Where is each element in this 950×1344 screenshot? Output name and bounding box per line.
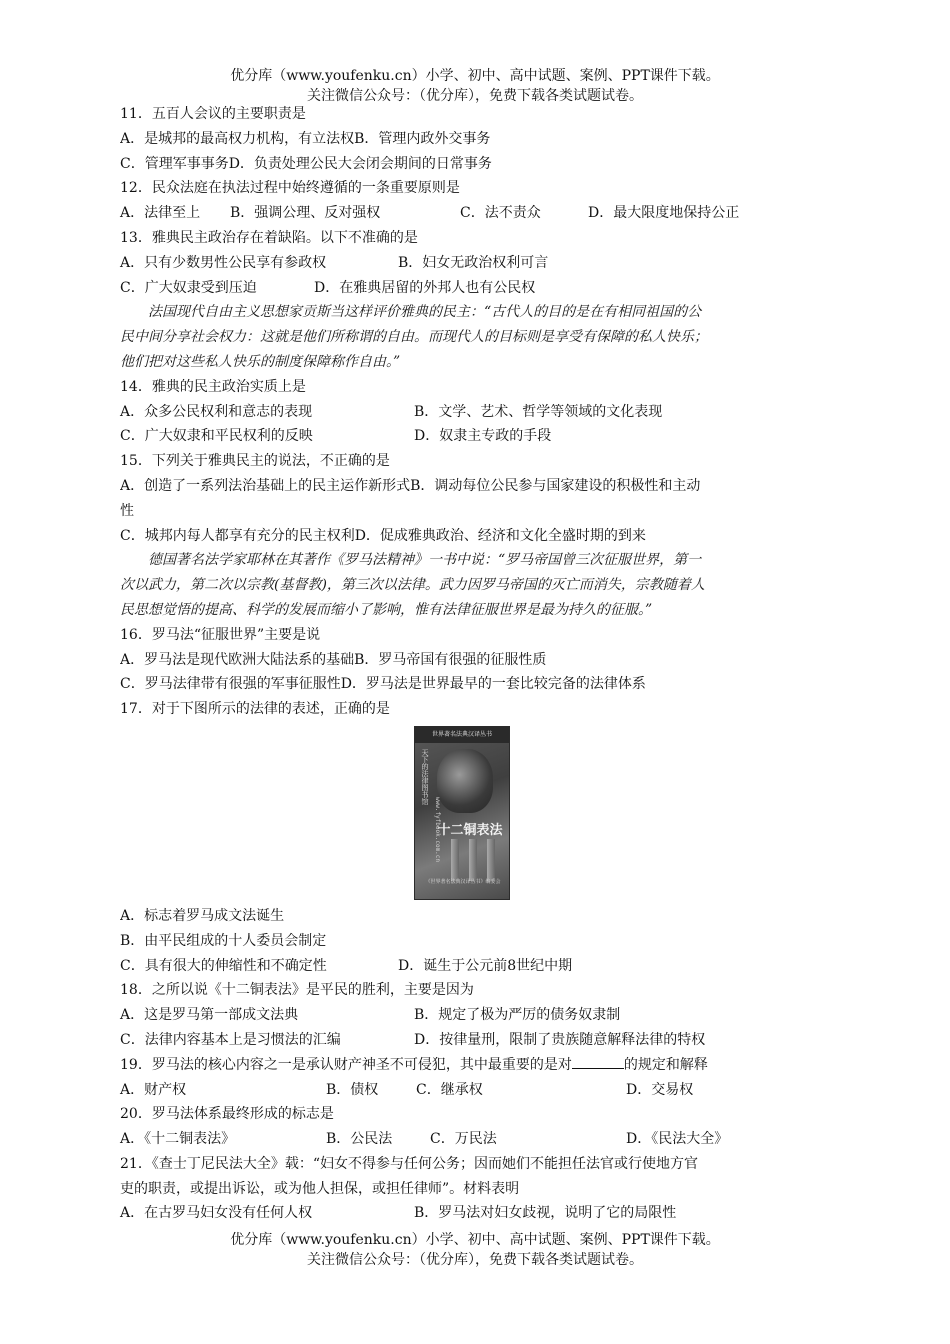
quote-jhering-line-3: 民思想觉悟的提高、科学的发展而缩小了影响，惟有法律征服世界是最为持久的征服。” bbox=[120, 601, 653, 618]
q17-stem: 17．对于下图所示的法律的表述，正确的是 bbox=[120, 701, 390, 718]
q19-stem-pre: 19．罗马法的核心内容之一是承认财产神圣不可侵犯，其中最重要的是对 bbox=[120, 1056, 572, 1073]
q18-option-a: A．这是罗马第一部成文法典 bbox=[120, 1007, 299, 1024]
q16-options-line-2: C．罗马法律带有很强的军事征服性D．罗马法是世界最早的一套比较完备的法律体系 bbox=[120, 676, 646, 693]
twelve-tables-book-cover bbox=[414, 726, 510, 900]
q17-option-c: C．具有很大的伸缩性和不确定性 bbox=[120, 957, 327, 974]
q11-options-line-1: A．是城邦的最高权力机构，有立法权B．管理内政外交事务 bbox=[120, 130, 491, 147]
quote-constant-line-2: 民中间分享社会权力：这就是他们所称谓的自由。而现代人的目标则是享受有保障的私人快乐； bbox=[120, 329, 708, 346]
q18-stem: 18．之所以说《十二铜表法》是平民的胜利，主要是因为 bbox=[120, 982, 474, 999]
q12-option-d: D．最大限度地保持公正 bbox=[588, 205, 740, 222]
q13-options-row-2 bbox=[120, 276, 832, 301]
q16-options-line-1: A．罗马法是现代欧洲大陆法系的基础B．罗马帝国有很强的征服性质 bbox=[120, 651, 547, 668]
q15-options-line-1-cont: 性 bbox=[120, 502, 134, 519]
quote-jhering-line-1: 德国著名法学家耶林在其著作《罗马法精神》一书中说：“罗马帝国曾三次征服世界，第一 bbox=[148, 552, 702, 569]
quote-jhering bbox=[120, 548, 832, 622]
q20-options bbox=[120, 1127, 832, 1152]
cover-side-text: 天下的法律图书馆 bbox=[421, 748, 429, 805]
q12-options bbox=[120, 201, 832, 226]
cover-portrait bbox=[437, 749, 493, 813]
footer-line-1: 优分库（www.youfenku.cn）小学、初中、高中试题、案例、PPT课件下载。 bbox=[230, 1232, 720, 1248]
q12-option-c: C．法不责众 bbox=[460, 205, 541, 222]
cover-series-title: 世界著名法典汉译丛书 bbox=[415, 727, 509, 743]
q14-options-row-2 bbox=[120, 424, 832, 449]
q13-options-row-1 bbox=[120, 251, 832, 276]
q12-stem: 12．民众法庭在执法过程中始终遵循的一条重要原则是 bbox=[120, 180, 460, 197]
q11-options-line-2: C．管理军事事务D．负责处理公民大会闭会期间的日常事务 bbox=[120, 155, 492, 172]
q15-stem: 15．下列关于雅典民主的说法，不正确的是 bbox=[120, 453, 390, 470]
q21-options-row-1 bbox=[120, 1201, 832, 1226]
q19-option-c: C．继承权 bbox=[416, 1081, 483, 1098]
q16-stem: 16．罗马法“征服世界”主要是说 bbox=[120, 626, 321, 643]
q19-blank bbox=[572, 1054, 624, 1069]
q21-stem-line-1: 21．《查士丁尼民法大全》载：“妇女不得参与任何公务；因而她们不能担任法官或行使地方官 bbox=[120, 1155, 698, 1172]
q19-option-d: D．交易权 bbox=[626, 1081, 694, 1098]
q19-stem bbox=[120, 1053, 832, 1078]
q14-stem: 14．雅典的民主政治实质上是 bbox=[120, 378, 306, 395]
question-body bbox=[120, 102, 832, 1226]
q21-option-b: B．罗马法对妇女歧视，说明了它的局限性 bbox=[414, 1205, 677, 1222]
q18-option-b: B．规定了极为严厉的债务奴隶制 bbox=[414, 1007, 621, 1024]
q13-option-a: A．只有少数男性公民享有参政权 bbox=[120, 254, 327, 271]
cover-pillar bbox=[451, 839, 459, 881]
quote-jhering-line-2: 次以武力，第二次以宗教(基督教)，第三次以法律。武力因罗马帝国的灭亡而消失，宗教随着人 bbox=[120, 577, 705, 594]
cover-pillar bbox=[487, 839, 495, 881]
quote-constant bbox=[120, 300, 832, 374]
q14-option-b: B．文学、艺术、哲学等领域的文化表现 bbox=[414, 403, 663, 420]
q18-option-d: D．按律量刑，限制了贵族随意解释法律的特权 bbox=[414, 1031, 706, 1048]
cover-pillar bbox=[469, 839, 477, 881]
q15-options-line-2: C．城邦内每人都享有充分的民主权利D．促成雅典政治、经济和文化全盛时期的到来 bbox=[120, 527, 646, 544]
quote-constant-line-1: 法国现代自由主义思想家贡斯当这样评价雅典的民主：“古代人的目的是在有相同祖国的公 bbox=[148, 304, 702, 321]
q14-option-d: D．奴隶主专政的手段 bbox=[414, 428, 552, 445]
book-cover-figure bbox=[120, 722, 832, 904]
q14-options-row-1 bbox=[120, 400, 832, 425]
q12-option-b: B．强调公理、反对强权 bbox=[230, 205, 381, 222]
q19-option-b: B．债权 bbox=[326, 1081, 379, 1098]
q20-option-a: A．《十二铜表法》 bbox=[120, 1131, 236, 1148]
page-header bbox=[0, 66, 950, 106]
header-line-2: 关注微信公众号：（优分库），免费下载各类试题试卷。 bbox=[307, 88, 643, 104]
q17-options-row-cd bbox=[120, 954, 832, 979]
q14-option-c: C．广大奴隶和平民权利的反映 bbox=[120, 428, 313, 445]
q20-option-d: D．《民法大全》 bbox=[626, 1131, 729, 1148]
q18-options-row-1 bbox=[120, 1003, 832, 1028]
q15-options-line-1: A．创造了一系列法治基础上的民主运作新形式B．调动每位公民参与国家建设的积极性和主动 bbox=[120, 477, 701, 494]
q20-option-c: C．万民法 bbox=[430, 1131, 497, 1148]
q19-options bbox=[120, 1078, 832, 1103]
q19-stem-post: 的规定和解释 bbox=[623, 1056, 708, 1073]
cover-book-title: 十二铜表法 bbox=[437, 822, 503, 838]
q17-option-d: D．诞生于公元前8世纪中期 bbox=[398, 957, 573, 974]
q21-stem-line-2: 吏的职责，或提出诉讼，或为他人担保，或担任律师”。材料表明 bbox=[120, 1180, 520, 1197]
header-line-1: 优分库（www.youfenku.cn）小学、初中、高中试题、案例、PPT课件下载。 bbox=[230, 68, 720, 84]
q20-stem: 20．罗马法体系最终形成的标志是 bbox=[120, 1106, 334, 1123]
q13-option-c: C．广大奴隶受到压迫 bbox=[120, 279, 257, 296]
q13-option-d: D．在雅典居留的外邦人也有公民权 bbox=[314, 279, 536, 296]
quote-constant-line-3: 他们把对这些私人快乐的制度保障称作自由。” bbox=[120, 353, 401, 370]
q14-option-a: A．众多公民权利和意志的表现 bbox=[120, 403, 313, 420]
q17-option-b: B．由平民组成的十人委员会制定 bbox=[120, 932, 327, 949]
q17-option-a: A．标志着罗马成文法诞生 bbox=[120, 907, 285, 924]
footer-line-2: 关注微信公众号：（优分库），免费下载各类试题试卷。 bbox=[307, 1252, 643, 1268]
q11-stem: 11．五百人会议的主要职责是 bbox=[120, 106, 306, 122]
q20-option-b: B．公民法 bbox=[326, 1131, 393, 1148]
q18-options-row-2 bbox=[120, 1028, 832, 1053]
page-footer bbox=[0, 1230, 950, 1270]
q18-option-c: C．法律内容基本上是习惯法的汇编 bbox=[120, 1031, 341, 1048]
q12-option-a: A．法律至上 bbox=[120, 205, 201, 222]
cover-url: www.fyfbook.com.cn bbox=[434, 796, 441, 862]
q21-option-a: A．在古罗马妇女没有任何人权 bbox=[120, 1205, 313, 1222]
q13-stem: 13．雅典民主政治存在着缺陷。以下不准确的是 bbox=[120, 229, 418, 246]
q13-option-b: B．妇女无政治权利可言 bbox=[398, 254, 549, 271]
q19-option-a: A．财产权 bbox=[120, 1081, 187, 1098]
cover-publisher: 《世界著名法典汉译丛书》编委会 bbox=[425, 878, 501, 885]
